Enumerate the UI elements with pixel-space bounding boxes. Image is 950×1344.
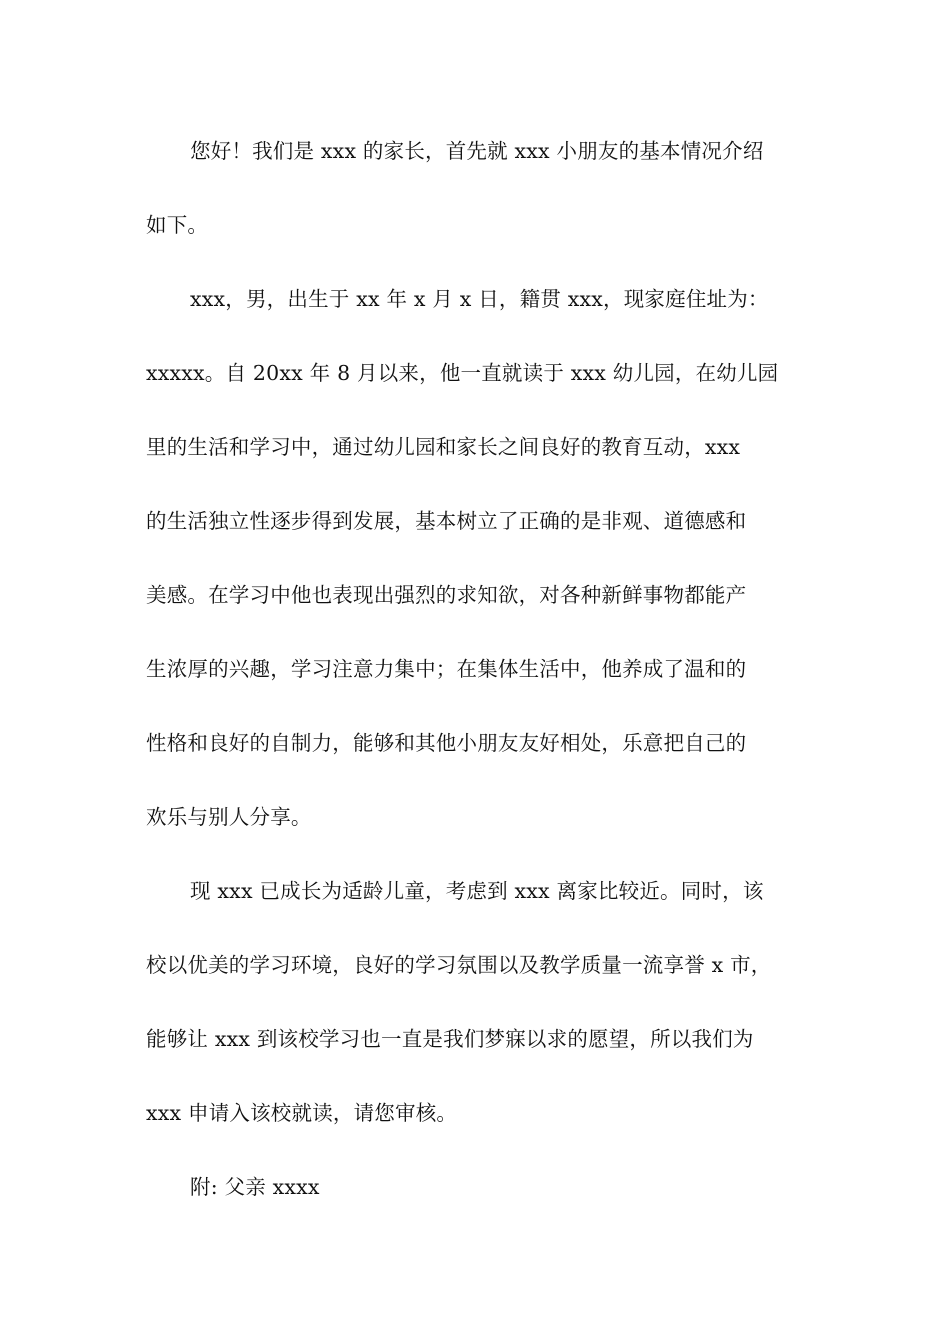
paragraph-3-line-3: 能够让 xxx 到该校学习也一直是我们梦寐以求的愿望，所以我们为 bbox=[146, 1027, 754, 1051]
paragraph-3-line-2: 校以优美的学习环境，良好的学习氛围以及教学质量一流享誉 x 市， bbox=[146, 953, 772, 977]
paragraph-1-line-1: 您好！我们是 xxx 的家长，首先就 xxx 小朋友的基本情况介绍 bbox=[190, 139, 764, 163]
attachment-father-line: 附: 父亲 xxxx bbox=[190, 1175, 320, 1199]
paragraph-2-line-5: 美感。在学习中他也表现出强烈的求知欲，对各种新鲜事物都能产 bbox=[146, 583, 747, 607]
paragraph-3-line-4: xxx 申请入该校就读，请您审核。 bbox=[146, 1101, 458, 1125]
paragraph-2-line-3: 里的生活和学习中，通过幼儿园和家长之间良好的教育互动，xxx bbox=[146, 435, 741, 459]
paragraph-2-line-7: 性格和良好的自制力，能够和其他小朋友友好相处，乐意把自己的 bbox=[146, 731, 747, 755]
paragraph-3-line-1: 现 xxx 已成长为适龄儿童，考虑到 xxx 离家比较近。同时，该 bbox=[190, 879, 764, 903]
paragraph-2-line-6: 生浓厚的兴趣，学习注意力集中；在集体生活中，他养成了温和的 bbox=[146, 657, 747, 681]
paragraph-2-line-8: 欢乐与别人分享。 bbox=[146, 805, 312, 829]
paragraph-1-line-2: 如下。 bbox=[146, 213, 209, 237]
paragraph-2-line-2: xxxxx。自 20xx 年 8 月以来，他一直就读于 xxx 幼儿园，在幼儿园 bbox=[146, 361, 779, 385]
paragraph-2-line-4: 的生活独立性逐步得到发展，基本树立了正确的是非观、道德感和 bbox=[146, 509, 747, 533]
paragraph-2-line-1: xxx，男，出生于 xx 年 x 月 x 日，籍贯 xxx，现家庭住址为： bbox=[190, 287, 769, 311]
